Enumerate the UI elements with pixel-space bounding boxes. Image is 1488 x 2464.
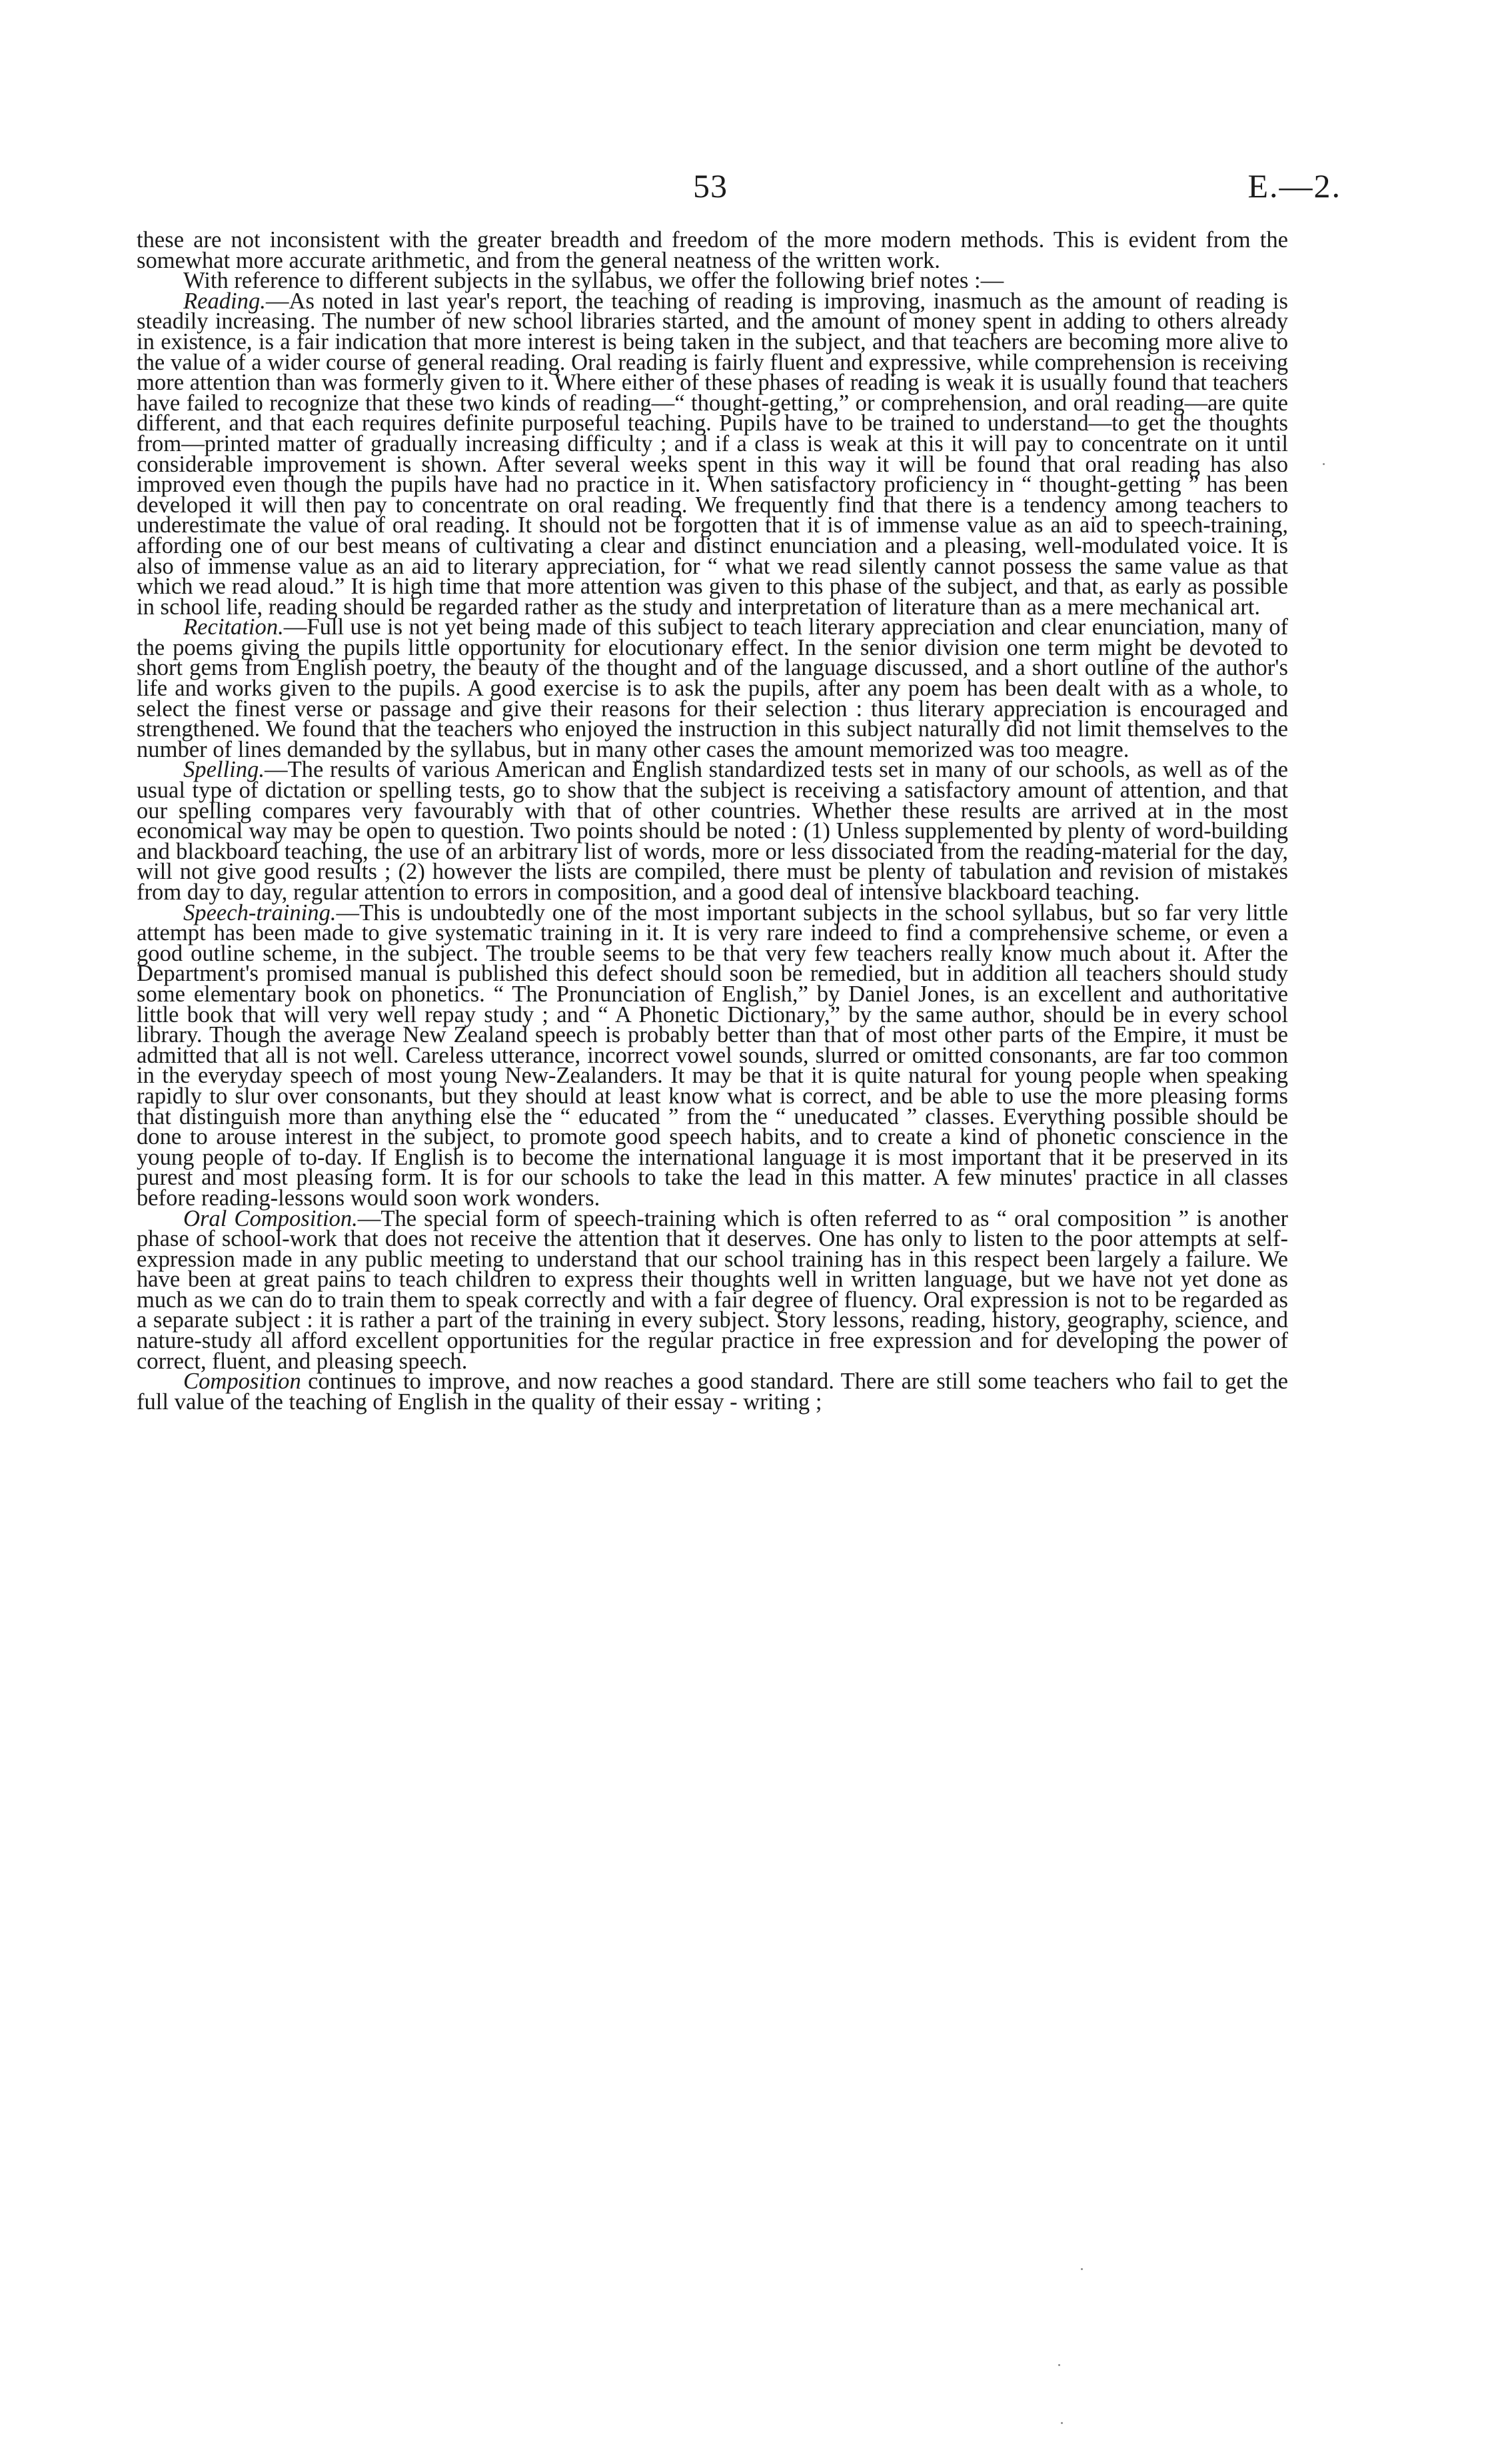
paragraph-text: these are not inconsistent with the greater breadth and freedom of the more modern methods. This is evident from the somewhat more accurate arithmetic, and from the general neatness of the written work. — [137, 227, 1288, 273]
paragraph-text: —Full use is not yet being made of this subject to teach literary appreciation and clear enunciation, many of the poems giving the pupils little opportunity for elocutionary effect. In the senior division one term might be devoted to short gems from English poetry, the beauty of the thought and of the language discussed, and a short outline of the author's life and works given to the pupils. A good exercise is to ask the pupils, after any poem has been dealt with as a whole, to select the finest verse or passage and give their reasons for their selection : thus literary appreciation is encouraged and strengthened. We found that the teachers who enjoyed the instruction in this subject naturally did not limit themselves to the number of lines demanded by the syllabus, but in many other cases the amount memorized was too meagre. — [137, 614, 1288, 762]
paragraph-text: —The special form of speech-training which is often referred to as “ oral composition ” is another phase of school-work that does not receive the attention that it deserves. One has only to listen to the poor attempts at self-expression made in any public meeting to understand that our school training has in this respect been largely a failure. We have been at great pains to teach children to express their thoughts well in written language, but we have not yet done as much as we can do to train them to speak correctly and with a fair degree of fluency. Oral expression is not to be regarded as a separate subject : it is rather a part of the training in every subject. Story lessons, reading, history, geography, science, and nature-study all afford excellent opportunities for the regular practice in free expression and for developing the power of correct, fluent, and pleasing speech. — [137, 1205, 1288, 1374]
section-heading-oral-composition: Oral Composition. — [183, 1205, 358, 1231]
paragraph-speech-training — [137, 900, 1288, 1211]
paragraph-recitation — [137, 614, 1288, 762]
page-number: 53 — [693, 167, 728, 205]
section-heading-spelling: Spelling. — [183, 757, 265, 783]
report-body — [137, 227, 1288, 1415]
paragraph-text: With reference to different subjects in the syllabus, we offer the following brief notes :— — [183, 268, 1004, 294]
paragraph-composition — [137, 1369, 1288, 1415]
section-heading-recitation: Recitation. — [183, 614, 284, 640]
paragraph-text: —This is undoubtedly one of the most important subjects in the school syllabus, but so far very little attempt has been made to give systematic training in it. It is very rare indeed to find a comprehensive scheme, or even a good outline scheme, in the subject. The trouble seems to be that very few teachers really know much about it. After the Department's promised manual is published this defect should soon be remedied, but in addition all teachers should study some elementary book on phonetics. “ The Pronunciation of English,” by Daniel Jones, is an excellent and authoritative little book that will very well repay study ; and “ A Phonetic Dictionary,” by the same author, should be in every school library. Though the average New Zealand speech is probably better than that of most other parts of the Empire, it must be admitted that all is not well. Careless utterance, incorrect vowel sounds, slurred or omitted consonants, are far too common in the everyday speech of most young New-Zealanders. It may be that it is quite natural for young people when speaking rapidly to slur over consonants, but they should at least know what is correct, and be able to use the more pleasing forms that distinguish more than anything else the “ educated ” from the “ uneducated ” classes. Everything possible should be done to arouse interest in the subject, to promote good speech habits, and to create a kind of phonetic conscience in the young people of to-day. If English is to become the international language it is most important that it be preserved in its purest and most pleasing form. It is for our schools to take the lead in this matter. A few minutes' practice in all classes before reading-lessons would soon work wonders. — [137, 900, 1288, 1211]
section-heading-reading: Reading. — [183, 288, 266, 314]
series-code: E.—2. — [1247, 167, 1341, 205]
section-heading-composition: Composition — [183, 1369, 301, 1395]
paragraph-text: continues to improve, and now reaches a good standard. There are still some teachers who fail to get the full value of the teaching of English in the quality of their essay - writing ; — [137, 1369, 1288, 1415]
paragraph-reading — [137, 288, 1288, 620]
section-heading-speech-training: Speech-training. — [183, 900, 337, 925]
paragraph-text: —The results of various American and English standardized tests set in many of our schools, as well as of the usual type of dictation or spelling tests, go to show that the subject is receiving a satisfactory amount of attention, and that our spelling compares very favourably with that of other countries. Whether these results are arrived at in the most economical way may be open to question. Two points should be noted : (1) Unless supplemented by plenty of word-building and blackboard teaching, the use of an arbitrary list of words, more or less dissociated from the reading-material for the day, will not give good results ; (2) however the lists are compiled, there must be plenty of tabulation and revision of mistakes from day to day, regular attention to errors in composition, and a good deal of intensive blackboard teaching. — [137, 757, 1288, 905]
scan-speck — [1061, 2422, 1063, 2424]
paragraph-continuation — [137, 227, 1288, 273]
paragraph-spelling — [137, 757, 1288, 905]
paragraph-text: —As noted in last year's report, the teaching of reading is improving, inasmuch as the amount of reading is steadily increasing. The number of new school libraries started, and the amount of money spent in adding to others already in existence, is a fair indication that more interest is being taken in the subject, and that teachers are becoming more alive to the value of a wider course of general reading. Oral reading is fairly fluent and expressive, while comprehension is receiving more attention than was formerly given to it. Where either of these phases of reading is weak it is usually found that teachers have failed to recognize that these two kinds of reading—“ thought-getting,” or comprehension, and oral reading—are quite different, and that each requires definite purposeful teaching. Pupils have to be trained to understand—to get the thoughts from—printed matter of gradually increasing difficulty ; and if a class is weak at this it will pay to concentrate on it until considerable improvement is shown. After several weeks spent in this way it will be found that oral reading has also improved even though the pupils have had no practice in it. When satisfactory proficiency in “ thought-getting ” has been developed it will then pay to concentrate on oral reading. We frequently find that there is a tendency among teachers to underestimate the value of oral reading. It should not be forgotten that it is of immense value as an aid to speech-training, affording one of our best means of cultivating a clear and distinct enunciation and a pleasing, well-modulated voice. It is also of immense value as an aid to literary appreciation, for “ what we read silently cannot possess the same value as that which we read aloud.” It is high time that more attention was given to this phase of the subject, and that, as early as possible in school life, reading should be regarded rather as the study and interpretation of literature than as a mere mechanical art. — [137, 288, 1288, 620]
scan-speck — [1081, 2268, 1083, 2270]
scan-speck — [1323, 463, 1325, 465]
scan-speck — [1058, 2364, 1060, 2366]
paragraph-oral-composition — [137, 1205, 1288, 1374]
page-header — [0, 167, 1488, 213]
